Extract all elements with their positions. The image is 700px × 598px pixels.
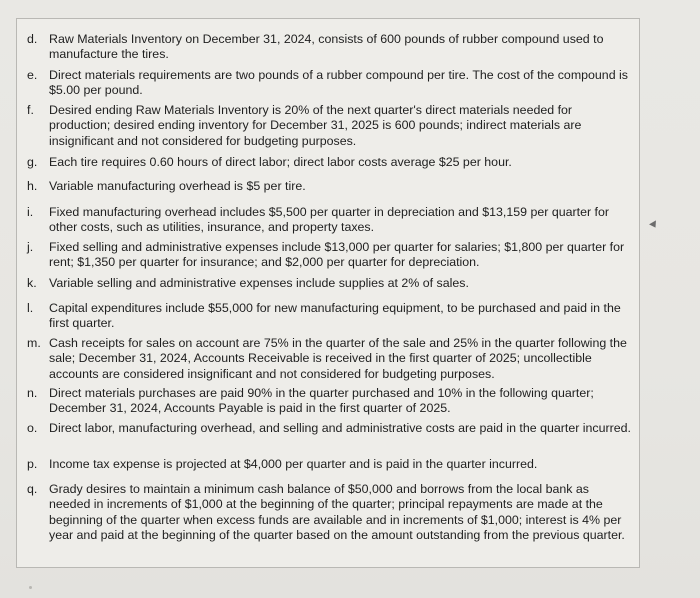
dust-speck bbox=[29, 586, 32, 589]
item-marker: o. bbox=[27, 421, 38, 435]
item-marker: i. bbox=[27, 205, 34, 219]
item-text: Direct materials purchases are paid 90% in the quarter purchased and 10% in the following quarter; December 31, 2024, Accounts Payable is paid in the first quarter of 2025. bbox=[49, 386, 594, 416]
item-marker: p. bbox=[27, 457, 38, 471]
item-marker: h. bbox=[27, 179, 38, 193]
item-marker: k. bbox=[27, 276, 37, 290]
item-marker: g. bbox=[27, 155, 38, 169]
item-marker: e. bbox=[27, 68, 38, 82]
item-text: Raw Materials Inventory on December 31, 2024, consists of 600 pounds of rubber compound used to manufacture the tires. bbox=[49, 32, 604, 62]
item-text: Grady desires to maintain a minimum cash balance of $50,000 and borrows from the local bank as needed in increments of $1,000 at the beginning of the quarter; principal repayments are made at the beginning of the quarter when excess funds are available and in increments of $1,000; interest is 4% per year and paid at the beginning of the quarter based on the amount outstanding from the previous quarter. bbox=[49, 482, 625, 543]
item-text: Capital expenditures include $55,000 for new manufacturing equipment, to be purchased and paid in the first quarter. bbox=[49, 301, 621, 331]
item-marker: q. bbox=[27, 482, 38, 496]
item-text: Fixed manufacturing overhead includes $5,500 per quarter in depreciation and $13,159 per quarter for other costs, such as utilities, insurance, and property taxes. bbox=[49, 205, 610, 235]
assumptions-panel bbox=[16, 18, 640, 568]
item-text: Direct labor, manufacturing overhead, and selling and administrative costs are paid in the quarter incurred. bbox=[49, 421, 631, 435]
item-marker: j. bbox=[27, 240, 34, 254]
scroll-caret-icon bbox=[649, 220, 659, 229]
item-text: Desired ending Raw Materials Inventory is 20% of the next quarter's direct materials needed for production; desired ending inventory for December 31, 2025 is 600 pounds; indirect materials are insignificant and not considered for budgeting purposes. bbox=[49, 103, 582, 148]
item-text: Income tax expense is projected at $4,000 per quarter and is paid in the quarter incurred. bbox=[49, 457, 538, 471]
item-text: Each tire requires 0.60 hours of direct labor; direct labor costs average $25 per hour. bbox=[49, 155, 512, 169]
item-text: Cash receipts for sales on account are 75% in the quarter of the sale and 25% in the quarter following the sale; December 31, 2024, Accounts Receivable is received in the first quarter of 2025; uncollectible accounts are considered insignificant and not considered for budgeting purposes. bbox=[49, 336, 627, 381]
item-marker: n. bbox=[27, 386, 38, 400]
item-text: Variable selling and administrative expenses include supplies at 2% of sales. bbox=[49, 276, 469, 290]
item-marker: l. bbox=[27, 301, 34, 315]
item-text: Fixed selling and administrative expenses include $13,000 per quarter for salaries; $1,800 per quarter for rent; $1,350 per quarter for insurance; and $2,000 per quarter for depreciation. bbox=[49, 240, 625, 270]
item-text: Direct materials requirements are two pounds of a rubber compound per tire. The cost of the compound is $5.00 per pound. bbox=[49, 68, 628, 98]
item-marker: f. bbox=[27, 103, 34, 117]
item-marker: d. bbox=[27, 32, 38, 46]
item-marker: m. bbox=[27, 336, 41, 350]
item-text: Variable manufacturing overhead is $5 per tire. bbox=[49, 179, 306, 193]
